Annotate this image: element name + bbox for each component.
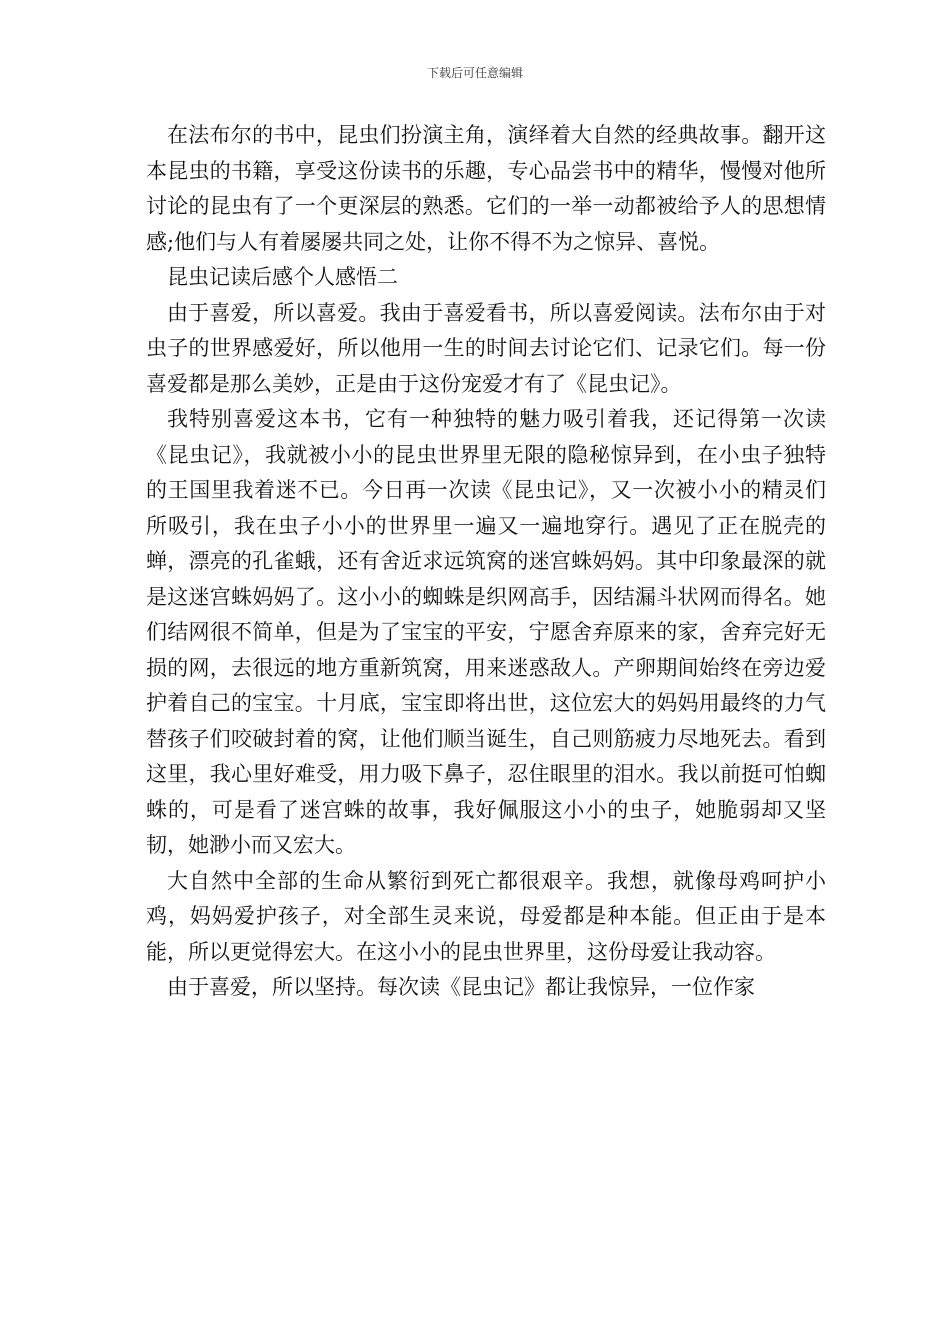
paragraph-4: 大自然中全部的生命从繁衍到死亡都很艰辛。我想，就像母鸡呵护小鸡，妈妈爱护孩子，对全部生灵来说，母爱都是种本能。但正由于是本能，所以更觉得宏大。在这小小的昆虫世界里，这份母爱让我动容。 bbox=[146, 868, 826, 964]
section-title: 昆虫记读后感个人感悟二 bbox=[167, 265, 398, 289]
document-body bbox=[146, 118, 826, 1006]
paragraph-2: 由于喜爱，所以喜爱。我由于喜爱看书，所以喜爱阅读。法布尔由于对虫子的世界感爱好，所以他用一生的时间去讨论它们、记录它们。每一份喜爱都是那么美妙，正是由于这份宠爱才有了《昆虫记》。 bbox=[146, 300, 826, 396]
paragraph-3: 我特别喜爱这本书，它有一种独特的魅力吸引着我，还记得第一次读《昆虫记》，我就被小小的昆虫世界里无限的隐秘惊异到，在小虫子独特的王国里我着迷不已。今日再一次读《昆虫记》，又一次被小小的精灵们所吸引，我在虫子小小的世界里一遍又一遍地穿行。遇见了正在脱壳的蝉，漂亮的孔雀蛾，还有舍近求远筑窝的迷宫蛛妈妈。其中印象最深的就是这迷宫蛛妈妈了。这小小的蜘蛛是织网高手，因结漏斗状网而得名。她们结网很不简单，但是为了宝宝的平安，宁愿舍弃原来的家，舍弃完好无损的网，去很远的地方重新筑窝，用来迷惑敌人。产卵期间始终在旁边爱护着自己的宝宝。十月底，宝宝即将出世，这位宏大的妈妈用最终的力气替孩子们咬破封着的窝，让他们顺当诞生，自己则筋疲力尽地死去。看到这里，我心里好难受，用力吸下鼻子，忍住眼里的泪水。我以前挺可怕蜘蛛的，可是看了迷宫蛛的故事，我好佩服这小小的虫子，她脆弱却又坚韧，她渺小而又宏大。 bbox=[146, 407, 826, 857]
paragraph-5: 由于喜爱，所以坚持。每次读《昆虫记》都让我惊异，一位作家 bbox=[167, 975, 755, 999]
paragraph-1: 在法布尔的书中，昆虫们扮演主角，演绎着大自然的经典故事。翻开这本昆虫的书籍，享受这份读书的乐趣，专心品尝书中的精华，慢慢对他所讨论的昆虫有了一个更深层的熟悉。它们的一举一动都被给予人的思想情感;他们与人有着屡屡共同之处，让你不得不为之惊异、喜悦。 bbox=[146, 123, 826, 254]
page-header: 下载后可任意编辑 bbox=[426, 66, 523, 80]
